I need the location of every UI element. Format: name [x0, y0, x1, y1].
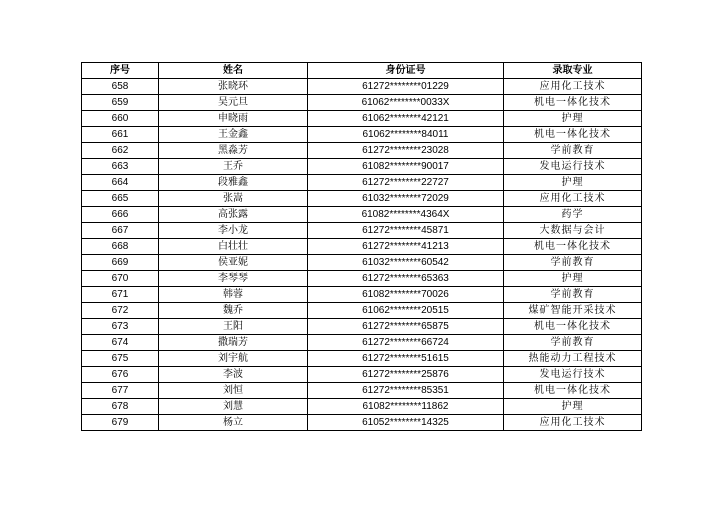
table-row [82, 367, 642, 383]
name-cell: 张嵩 [159, 191, 308, 207]
major-cell: 学前教育 [504, 255, 642, 271]
table-row [82, 95, 642, 111]
table-row [82, 399, 642, 415]
table-row [82, 303, 642, 319]
major-cell: 学前教育 [504, 287, 642, 303]
serial-number-cell: 677 [82, 383, 159, 399]
name-cell: 白壮壮 [159, 239, 308, 255]
header-id-number: 身份证号 [308, 63, 504, 79]
serial-number-cell: 673 [82, 319, 159, 335]
name-cell: 魏乔 [159, 303, 308, 319]
id-number-cell: 61032********60542 [308, 255, 504, 271]
major-cell: 学前教育 [504, 143, 642, 159]
table-row [82, 239, 642, 255]
serial-number-cell: 669 [82, 255, 159, 271]
table-row [82, 191, 642, 207]
major-cell: 护理 [504, 175, 642, 191]
table-row [82, 159, 642, 175]
name-cell: 张晓环 [159, 79, 308, 95]
major-cell: 发电运行技术 [504, 159, 642, 175]
table-row [82, 383, 642, 399]
name-cell: 李琴琴 [159, 271, 308, 287]
major-cell: 机电一体化技术 [504, 319, 642, 335]
name-cell: 王阳 [159, 319, 308, 335]
table-row [82, 271, 642, 287]
admission-table [81, 62, 642, 431]
serial-number-cell: 676 [82, 367, 159, 383]
major-cell: 应用化工技术 [504, 415, 642, 431]
name-cell: 高张露 [159, 207, 308, 223]
major-cell: 护理 [504, 399, 642, 415]
id-number-cell: 61082********4364X [308, 207, 504, 223]
table-row [82, 415, 642, 431]
id-number-cell: 61062********42121 [308, 111, 504, 127]
serial-number-cell: 659 [82, 95, 159, 111]
name-cell: 撒瑞芳 [159, 335, 308, 351]
major-cell: 应用化工技术 [504, 191, 642, 207]
name-cell: 王金鑫 [159, 127, 308, 143]
name-cell: 王乔 [159, 159, 308, 175]
name-cell: 段雅鑫 [159, 175, 308, 191]
id-number-cell: 61062********84011 [308, 127, 504, 143]
name-cell: 申晓雨 [159, 111, 308, 127]
major-cell: 机电一体化技术 [504, 239, 642, 255]
major-cell: 机电一体化技术 [504, 95, 642, 111]
id-number-cell: 61272********85351 [308, 383, 504, 399]
major-cell: 学前教育 [504, 335, 642, 351]
name-cell: 吴元旦 [159, 95, 308, 111]
header-major: 录取专业 [504, 63, 642, 79]
major-cell: 大数据与会计 [504, 223, 642, 239]
serial-number-cell: 658 [82, 79, 159, 95]
table-row [82, 335, 642, 351]
table-row [82, 319, 642, 335]
id-number-cell: 61032********72029 [308, 191, 504, 207]
table-row [82, 175, 642, 191]
name-cell: 黑淼芳 [159, 143, 308, 159]
major-cell: 热能动力工程技术 [504, 351, 642, 367]
serial-number-cell: 671 [82, 287, 159, 303]
id-number-cell: 61272********66724 [308, 335, 504, 351]
serial-number-cell: 660 [82, 111, 159, 127]
id-number-cell: 61272********45871 [308, 223, 504, 239]
table-header-row [82, 63, 642, 79]
id-number-cell: 61272********65363 [308, 271, 504, 287]
table-row [82, 223, 642, 239]
serial-number-cell: 665 [82, 191, 159, 207]
name-cell: 刘宇航 [159, 351, 308, 367]
serial-number-cell: 664 [82, 175, 159, 191]
id-number-cell: 61272********23028 [308, 143, 504, 159]
table-row [82, 79, 642, 95]
major-cell: 护理 [504, 271, 642, 287]
table-row [82, 143, 642, 159]
name-cell: 侯亚妮 [159, 255, 308, 271]
id-number-cell: 61272********22727 [308, 175, 504, 191]
id-number-cell: 61272********65875 [308, 319, 504, 335]
id-number-cell: 61082********90017 [308, 159, 504, 175]
serial-number-cell: 662 [82, 143, 159, 159]
serial-number-cell: 661 [82, 127, 159, 143]
id-number-cell: 61062********0033X [308, 95, 504, 111]
id-number-cell: 61272********25876 [308, 367, 504, 383]
table-row [82, 127, 642, 143]
table-row [82, 255, 642, 271]
serial-number-cell: 668 [82, 239, 159, 255]
major-cell: 护理 [504, 111, 642, 127]
serial-number-cell: 672 [82, 303, 159, 319]
table-row [82, 351, 642, 367]
serial-number-cell: 675 [82, 351, 159, 367]
table-body [82, 79, 642, 431]
serial-number-cell: 670 [82, 271, 159, 287]
id-number-cell: 61062********20515 [308, 303, 504, 319]
major-cell: 机电一体化技术 [504, 383, 642, 399]
name-cell: 杨立 [159, 415, 308, 431]
name-cell: 刘恒 [159, 383, 308, 399]
id-number-cell: 61272********01229 [308, 79, 504, 95]
serial-number-cell: 679 [82, 415, 159, 431]
serial-number-cell: 667 [82, 223, 159, 239]
table-row [82, 111, 642, 127]
table-row [82, 207, 642, 223]
name-cell: 韩蓉 [159, 287, 308, 303]
major-cell: 发电运行技术 [504, 367, 642, 383]
name-cell: 刘慧 [159, 399, 308, 415]
id-number-cell: 61052********14325 [308, 415, 504, 431]
major-cell: 机电一体化技术 [504, 127, 642, 143]
id-number-cell: 61272********51615 [308, 351, 504, 367]
serial-number-cell: 678 [82, 399, 159, 415]
header-name: 姓名 [159, 63, 308, 79]
major-cell: 药学 [504, 207, 642, 223]
id-number-cell: 61082********11862 [308, 399, 504, 415]
name-cell: 李波 [159, 367, 308, 383]
major-cell: 煤矿智能开采技术 [504, 303, 642, 319]
name-cell: 李小龙 [159, 223, 308, 239]
id-number-cell: 61082********70026 [308, 287, 504, 303]
major-cell: 应用化工技术 [504, 79, 642, 95]
serial-number-cell: 674 [82, 335, 159, 351]
serial-number-cell: 666 [82, 207, 159, 223]
header-serial-number: 序号 [82, 63, 159, 79]
table-row [82, 287, 642, 303]
serial-number-cell: 663 [82, 159, 159, 175]
id-number-cell: 61272********41213 [308, 239, 504, 255]
